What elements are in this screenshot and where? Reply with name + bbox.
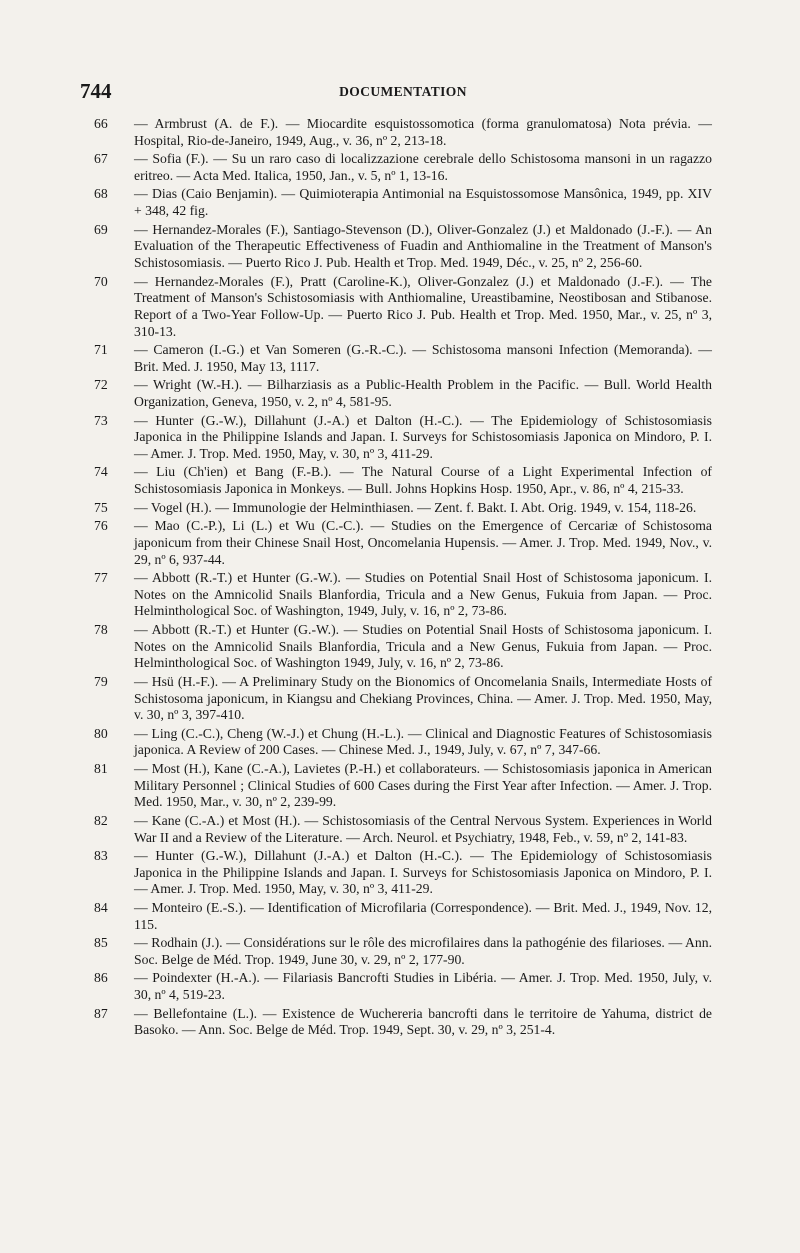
reference-entry [94, 342, 712, 375]
reference-number: 74 [94, 464, 108, 480]
page-header [80, 79, 712, 103]
reference-entry [94, 848, 712, 898]
reference-text: — Sofia (F.). — Su un raro caso di localizzazione cerebrale dello Schistosoma mansoni in un ragazzo eritreo. — Acta Med. Italica, 1950, Jan., v. 5, nº 1, 13-16. [134, 151, 712, 183]
reference-number: 83 [94, 848, 108, 864]
reference-number: 77 [94, 570, 108, 586]
reference-text: — Kane (C.-A.) et Most (H.). — Schistosomiasis of the Central Nervous System. Experiences in World War II and a Review of the Literature. — Arch. Neurol. et Psychiatry, 1948, Feb., v. 59, nº 2, 141-83. [134, 812, 712, 845]
reference-text: — Hernandez-Morales (F.), Pratt (Caroline-K.), Oliver-Gonzalez (J.) et Maldonado (J.-F.). — The Treatment of Manson's Schistosomiasis with Anthiomaline, Ureastibamine, Neostibosan and Stibanose. Report of a Two-Year Follow-Up. — Puerto Rico J. Pub. Health et Trop. Med. 1950, Mar., v. 25, nº 3, 310-13. [134, 273, 712, 339]
reference-number: 80 [94, 725, 108, 741]
reference-text: — Rodhain (J.). — Considérations sur le rôle des microfilaires dans la pathogénie des filarioses. — Ann. Soc. Belge de Méd. Trop. 1949, June 30, v. 29, nº 2, 177-90. [134, 935, 712, 967]
reference-text: — Hsü (H.-F.). — A Preliminary Study on the Bionomics of Oncomelania Snails, Intermediate Hosts of Schistosoma japonicum, in Kiangsu and Chekiang Provinces, China. — Amer. J. Trop. Med. 1950, May, v. 30, nº 3, 397-410. [134, 673, 712, 723]
reference-text: — Liu (Ch'ien) et Bang (F.-B.). — The Natural Course of a Light Experimental Infection of Schistosomiasis Japonica in Monkeys. — Bull. Johns Hopkins Hosp. 1950, Apr., v. 86, nº 4, 215-33. [134, 464, 712, 497]
reference-number: 85 [94, 935, 108, 951]
reference-text: — Hunter (G.-W.), Dillahunt (J.-A.) et Dalton (H.-C.). — The Epidemiology of Schistosomiasis Japonica in the Philippine Islands and Japan. I. Surveys for Schistosomiasis Japonica on Mindoro, P. I. — Amer. J. Trop. Med. 1950, May, v. 30, nº 3, 411-29. [134, 412, 712, 461]
reference-number: 84 [94, 899, 108, 915]
reference-entry [94, 413, 712, 463]
reference-text: — Hunter (G.-W.), Dillahunt (J.-A.) et Dalton (H.-C.). — The Epidemiology of Schistosomiasis Japonica in the Philippine Islands and Japan. I. Surveys for Schistosomiasis Japonica on Mindoro, P. I. — Amer. J. Trop. Med. 1950, May, v. 30, nº 3, 411-29. [134, 848, 712, 897]
reference-entry [94, 222, 712, 272]
reference-text: — Ling (C.-C.), Cheng (W.-J.) et Chung (H.-L.). — Clinical and Diagnostic Features of Schistosomiasis japonica. A Review of 200 Cases. — Chinese Med. J., 1949, July, v. 67, nº 7, 347-66. [134, 725, 712, 758]
reference-entry [94, 622, 712, 672]
reference-text: — Mao (C.-P.), Li (L.) et Wu (C.-C.). — Studies on the Emergence of Cercariæ of Schistosoma japonicum from their Chinese Snail Host, Oncomelania Hupensis. — Amer. J. Trop. Med. 1949, Nov., v. 29, nº 6, 937-44. [134, 518, 712, 567]
reference-number: 68 [94, 186, 108, 202]
reference-text: — Vogel (H.). — Immunologie der Helminthiasen. — Zent. f. Bakt. I. Abt. Orig. 1949, v. 154, 118-26. [134, 499, 697, 515]
reference-entry [94, 970, 712, 1003]
page-number: 744 [80, 79, 112, 103]
reference-number: 87 [94, 1005, 108, 1021]
reference-text: — Bellefontaine (L.). — Existence de Wuchereria bancrofti dans le territoire de Yahuma, district de Basoko. — Ann. Soc. Belge de Méd. Trop. 1949, Sept. 30, v. 29, nº 3, 251-4. [134, 1005, 712, 1038]
reference-number: 66 [94, 116, 108, 131]
reference-number: 79 [94, 673, 108, 689]
reference-entry [94, 274, 712, 341]
reference-entry [94, 570, 712, 620]
reference-entry [94, 186, 712, 219]
reference-number: 75 [94, 499, 108, 515]
reference-number: 72 [94, 377, 108, 393]
reference-entry [94, 518, 712, 568]
reference-text: — Abbott (R.-T.) et Hunter (G.-W.). — Studies on Potential Snail Hosts of Schistosoma japonicum. I. Notes on the Amnicolid Snails Blanfordia, Tricula and a New Genus, Fukuia from Japan. — Proc. Helminthological Soc. of Washington 1949, July, v. 16, nº 2, 73-86. [134, 621, 712, 671]
reference-number: 69 [94, 221, 108, 237]
reference-entry [94, 813, 712, 846]
reference-text: — Poindexter (H.-A.). — Filariasis Bancrofti Studies in Libéria. — Amer. J. Trop. Med. 1950, July, v. 30, nº 4, 519-23. [134, 970, 712, 1003]
reference-entry [94, 726, 712, 759]
reference-entry [94, 116, 712, 149]
reference-number: 76 [94, 518, 108, 534]
reference-text: — Abbott (R.-T.) et Hunter (G.-W.). — Studies on Potential Snail Host of Schistosoma japonicum. I. Notes on the Amnicolid Snails Blanfordia, Tricula and a New Genus, Fukuia from Japan. — Proc. Helminthological Soc. of Washington, 1949, July, v. 16, nº 2, 73-86. [134, 570, 712, 619]
reference-entry [94, 377, 712, 410]
running-head: DOCUMENTATION [339, 84, 467, 99]
reference-number: 86 [94, 970, 108, 986]
reference-text: — Hernandez-Morales (F.), Santiago-Stevenson (D.), Oliver-Gonzalez (J.) et Maldonado (J.-F.). — An Evaluation of the Therapeutic Effectiveness of Fuadin and Anthiomaline in the Treatment of Manson's Schistosomiasis. — Puerto Rico J. Pub. Health et Trop. Med. 1949, Déc., v. 25, nº 2, 256-60. [134, 221, 712, 271]
reference-text: — Cameron (I.-G.) et Van Someren (G.-R.-C.). — Schistosoma mansoni Infection (Memoranda). — Brit. Med. J. 1950, May 13, 1117. [134, 342, 712, 374]
reference-entry [94, 500, 712, 517]
reference-number: 70 [94, 273, 108, 289]
reference-entry [94, 674, 712, 724]
reference-entry [94, 935, 712, 968]
reference-text: — Wright (W.-H.). — Bilharziasis as a Public-Health Problem in the Pacific. — Bull. World Health Organization, Geneva, 1950, v. 2, nº 4, 581-95. [134, 377, 712, 410]
reference-number: 82 [94, 812, 108, 828]
reference-number: 67 [94, 151, 108, 167]
reference-list [94, 116, 712, 1039]
reference-number: 81 [94, 760, 108, 776]
reference-number: 73 [94, 412, 108, 428]
reference-entry [94, 900, 712, 933]
reference-entry [94, 761, 712, 811]
reference-text: — Dias (Caio Benjamin). — Quimioterapia Antimonial na Esquistossomose Mansônica, 1949, pp. XIV + 348, 42 fig. [134, 186, 712, 219]
reference-entry [94, 464, 712, 497]
reference-entry [94, 151, 712, 184]
reference-text: — Monteiro (E.-S.). — Identification of Microfilaria (Correspondence). — Brit. Med. J., 1949, Nov. 12, 115. [134, 899, 712, 932]
reference-number: 71 [94, 342, 108, 358]
reference-entry [94, 1006, 712, 1039]
reference-text: — Most (H.), Kane (C.-A.), Lavietes (P.-H.) et collaborateurs. — Schistosomiasis japonica in American Military Personnel ; Clinical Studies of 600 Cases during the First Year after Infection. — Amer. J. Trop. Med. 1950, Mar., v. 30, nº 2, 239-99. [134, 760, 712, 810]
reference-number: 78 [94, 621, 108, 637]
reference-text: — Armbrust (A. de F.). — Miocardite esquistossomotica (forma granulomatosa) Nota prévia. — Hospital, Rio-de-Janeiro, 1949, Aug., v. 36, nº 2, 213-18. [134, 116, 712, 148]
